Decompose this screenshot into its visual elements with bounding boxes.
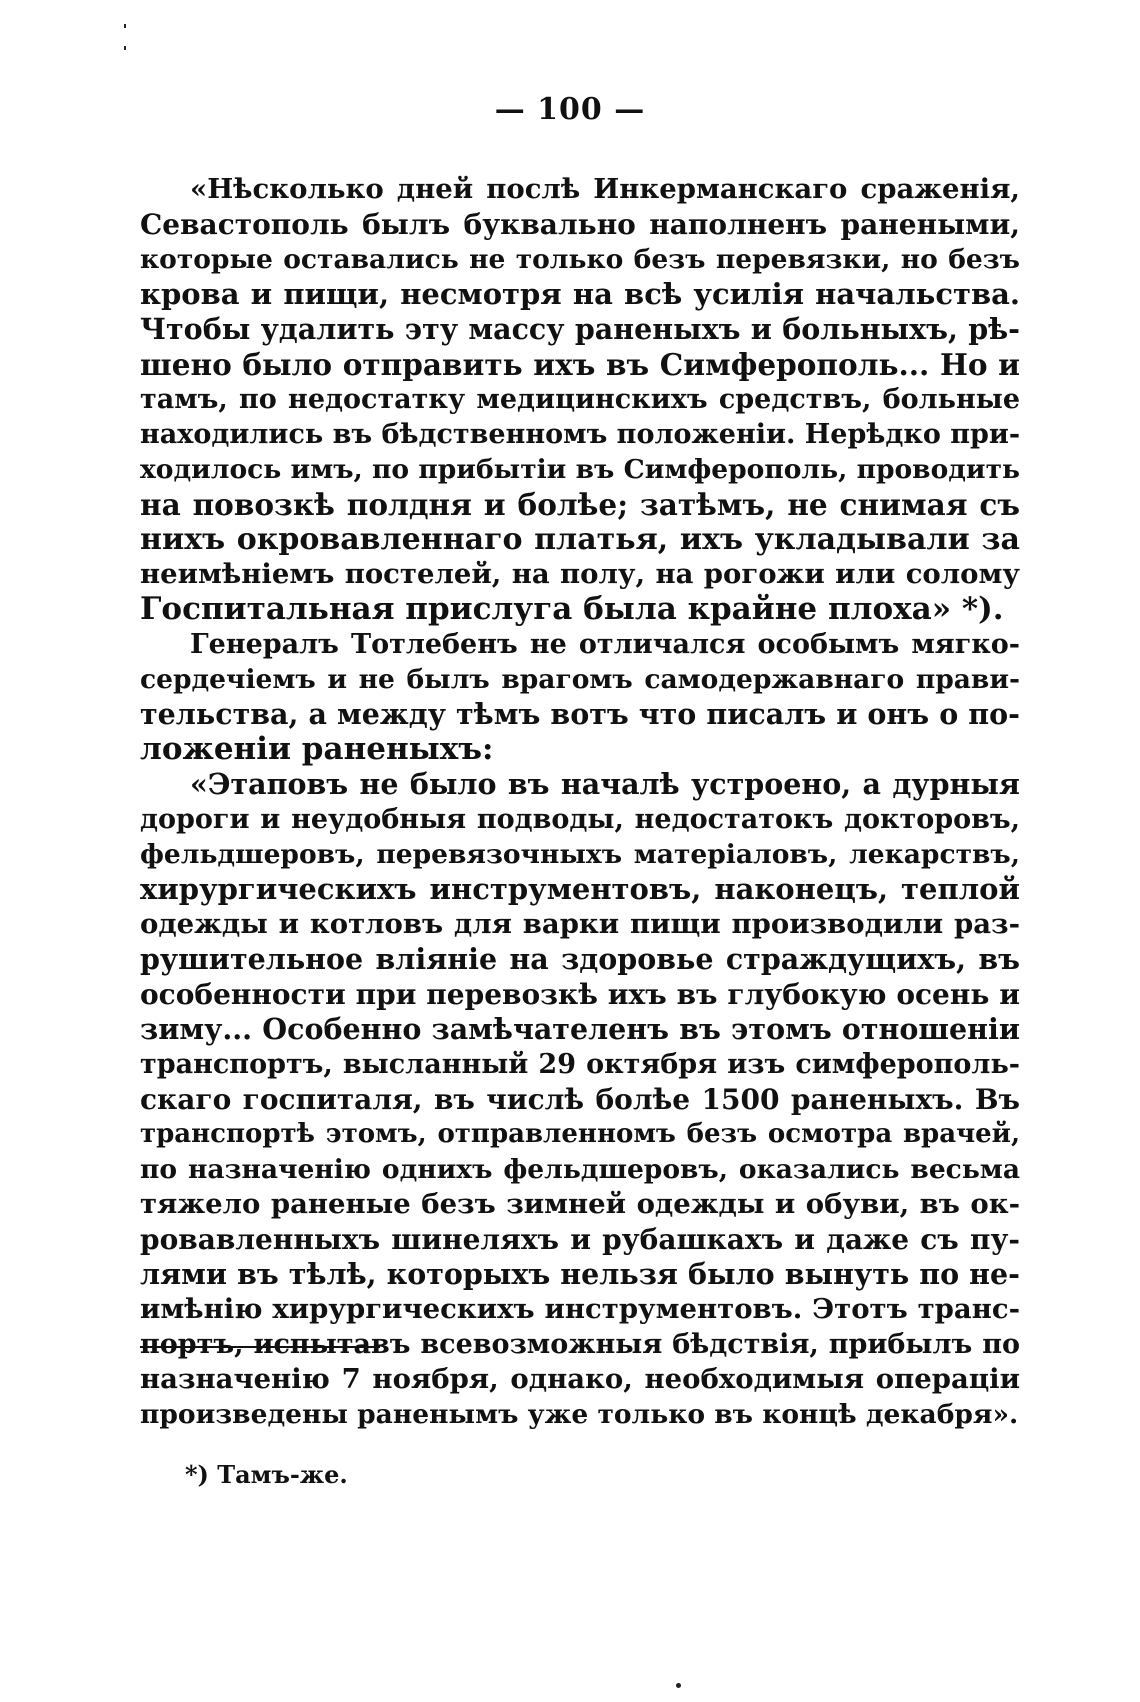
text-line: которые оставались не только безъ перевязки, но безъ [140, 244, 1020, 275]
text-line: фельдшеровъ, перевязочныхъ матеріаловъ, лекарствъ, [140, 839, 1020, 870]
text-line: «Нѣсколько дней послѣ Инкерманскаго сраженія, [190, 173, 1020, 205]
text-line: Чтобы удалить эту массу раненыхъ и больныхъ, рѣ- [140, 312, 1020, 346]
text-line: тяжело раненые безъ зимней одежды и обуви, въ ок- [140, 1188, 1020, 1220]
scan-speck [124, 24, 126, 28]
text-line: дороги и неудобныя подводы, недостатокъ докторовъ, [140, 804, 1020, 835]
text-line: Севастополь былъ буквально наполненъ ранеными, [140, 208, 1020, 241]
text-line: крова и пищи, несмотря на всѣ усилія начальства. [140, 277, 1020, 311]
body-text [140, 172, 1020, 1432]
footnote-divider [140, 1346, 380, 1348]
text-line: особенности при перевозкѣ ихъ въ глубокую осень и [140, 978, 1020, 1011]
paragraph-totleben [140, 627, 1020, 767]
text-line: шено было отправить ихъ въ Симферополь... Но и [140, 347, 1020, 382]
text-line: произведены раненымъ уже только въ концѣ декабря». [140, 1399, 1019, 1430]
text-line: ровавленныхъ шинеляхъ и рубашкахъ и даже съ пу- [140, 1223, 1020, 1256]
paragraph-quote-2 [140, 767, 1020, 1432]
text-line: находились въ бѣдственномъ положеніи. Нерѣдко при- [140, 419, 1021, 450]
page-number: — 100 — [494, 92, 646, 127]
text-line: скаго госпиталя, въ числѣ болѣе 1500 раненыхъ. Въ [140, 1083, 1020, 1116]
text-line: сердечіемъ и не былъ врагомъ самодержавнаго прави- [140, 664, 1020, 695]
text-line: неимѣніемъ постелей, на полу, на рогожи или солому [140, 558, 1020, 590]
scan-speck [676, 1683, 681, 1688]
scan-speck [124, 46, 126, 50]
text-line: «Этаповъ не было въ началѣ устроено, а дурныя [190, 767, 1020, 801]
text-line: рушительное вліяніе на здоровье страждущихъ, въ [140, 942, 1020, 976]
text-line: транспортѣ этомъ, отправленномъ безъ осмотра врачей, [140, 1119, 1020, 1149]
text-line: на повозкѣ полдня и болѣе; затѣмъ, не снимая съ [140, 487, 1020, 522]
text-line: тамъ, по недостатку медицинскихъ средствъ, больные [140, 384, 1020, 415]
text-line: лями въ тѣлѣ, которыхъ нельзя было вынуть по не- [140, 1257, 1020, 1291]
text-line: назначенію 7 ноября, однако, необходимыя операціи [140, 1363, 1020, 1395]
paragraph-quote-1 [140, 172, 1020, 627]
text-line: ложеніи раненыхъ: [140, 731, 494, 767]
text-line: тельства, а между тѣмъ вотъ что писалъ и онъ о по- [140, 697, 1020, 731]
text-line: ходилось имъ, по прибытіи въ Симферополь, проводить [140, 454, 1020, 485]
text-line: по назначенію однихъ фельдшеровъ, оказались весьма [140, 1154, 1020, 1185]
text-line: портъ, испытавъ всевозможныя бѣдствія, прибылъ по [140, 1329, 1020, 1360]
text-line: хирургическихъ инструментовъ, наконецъ, теплой [140, 872, 1020, 906]
text-line: зиму... Особенно замѣчателенъ въ этомъ отношеніи [140, 1012, 1020, 1046]
text-line: одежды и котловъ для варки пищи производили раз- [140, 908, 1020, 940]
text-line: Генералъ Тотлебенъ не отличался особымъ мягко- [190, 629, 1020, 660]
text-line: имѣнію хирургическихъ инструментовъ. Этотъ транс- [140, 1293, 1020, 1325]
text-line: Госпитальная прислуга была крайне плоха» *). [140, 591, 1004, 627]
text-line: транспортъ, высланный 29 октября изъ симферополь- [140, 1049, 1020, 1080]
footnote: *) Тамъ-же. [185, 1460, 348, 1489]
text-line: нихъ окровавленнаго платья, ихъ укладывали за [140, 522, 1020, 557]
